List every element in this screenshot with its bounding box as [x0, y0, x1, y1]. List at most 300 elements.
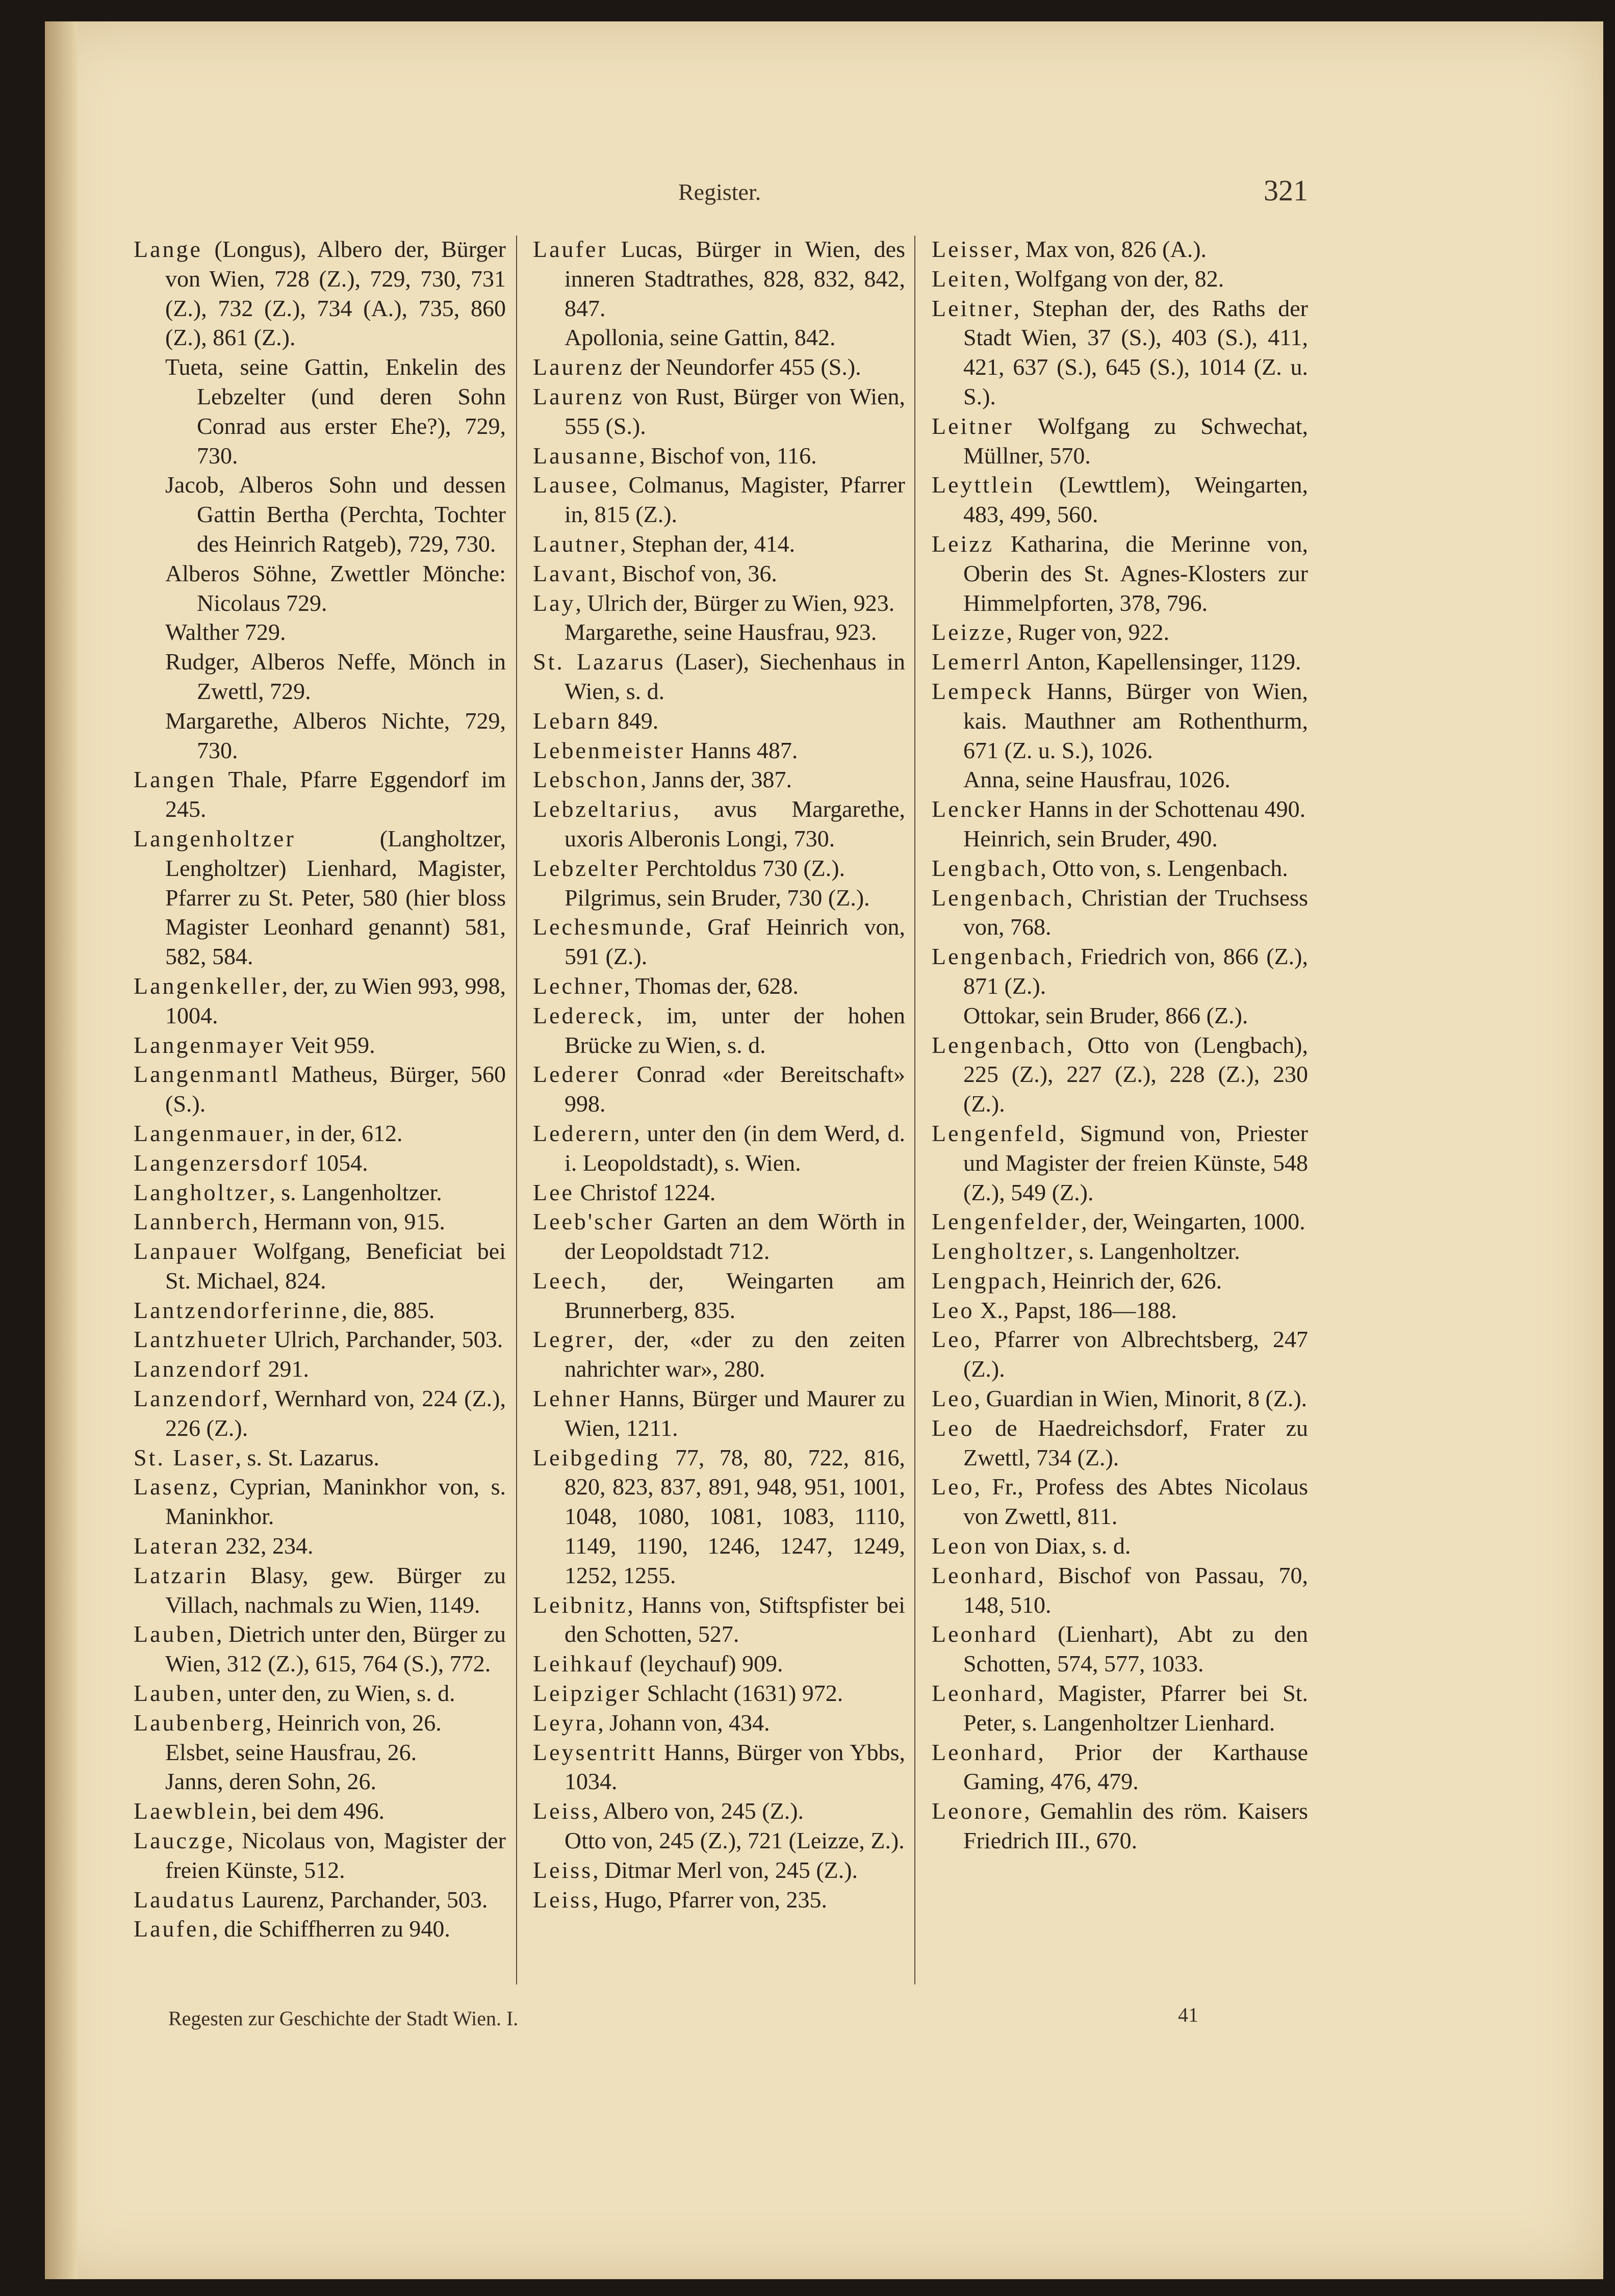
entry-headword: Lauczge [134, 1827, 227, 1854]
entry-headword: Leisser [932, 236, 1014, 262]
register-entry [134, 1030, 506, 1060]
register-entry [533, 1826, 905, 1855]
entry-text: Margarethe, Alberos Nichte, 729, 730. [165, 707, 506, 763]
entry-text: Katharina, die Merinne von, Oberin des St. Agnes-Klosters zur Himmelpforten, 378, 796. [963, 530, 1308, 616]
register-column-3 [932, 235, 1308, 1855]
entry-headword: Lederern [533, 1120, 634, 1146]
entry-text: , Sigmund von, Priester und Magister der freien Künste, 548 (Z.), 549 (Z.). [963, 1120, 1308, 1205]
entry-headword: Langenmauer [134, 1120, 285, 1146]
entry-headword: Leonhard [932, 1739, 1038, 1765]
register-entry [533, 736, 905, 765]
entry-text: (Lienhart), Abt zu den Schotten, 574, 577, 1033. [963, 1621, 1308, 1677]
register-entry [932, 794, 1308, 824]
entry-text: Hanns 487. [685, 737, 798, 763]
entry-text: , die Schiffherren zu 940. [212, 1916, 450, 1942]
register-entry [533, 1443, 905, 1590]
register-entry [932, 1796, 1308, 1855]
register-entry [932, 1531, 1308, 1561]
register-entry [134, 1561, 506, 1620]
page-header-title: Register. [678, 179, 761, 205]
entry-text: , in der, 612. [285, 1120, 403, 1146]
entry-text: , Heinrich von, 26. [265, 1709, 442, 1736]
register-entry [533, 323, 905, 352]
register-entry [533, 1679, 905, 1708]
entry-headword: Lengpach [932, 1267, 1041, 1294]
entry-headword: Leonhard [932, 1621, 1038, 1647]
entry-text: , der, Weingarten am Brunnerberg, 835. [565, 1267, 905, 1323]
register-entry [932, 470, 1308, 529]
entry-headword: Lengbach [932, 855, 1041, 881]
entry-text: , s. Langenholtzer. [269, 1179, 442, 1205]
register-entry [533, 1738, 905, 1797]
entry-headword: Leiten [932, 265, 1004, 292]
entry-headword: Lemerrl [932, 649, 1022, 675]
entry-headword: Langenzersdorf [134, 1149, 310, 1176]
entry-text: Blasy, gew. Bürger zu Villach, nachmals zu Wien, 1149. [165, 1562, 506, 1618]
entry-text: Schlacht (1631) 972. [641, 1680, 843, 1707]
entry-text: Lucas, Bürger in Wien, des inneren Stadtrathes, 828, 832, 842, 847. [565, 236, 905, 321]
entry-text: Pilgrimus, sein Bruder, 730 (Z.). [565, 884, 870, 911]
entry-text: , s. Langenholtzer. [1067, 1238, 1240, 1265]
entry-headword: Leo [932, 1297, 975, 1323]
entry-headword: Lautner [533, 530, 621, 557]
entry-text: , Ulrich der, Bürger zu Wien, 923. [575, 589, 895, 616]
entry-text: Anna, seine Hausfrau, 1026. [963, 766, 1231, 793]
entry-text: , Prior der Karthause Gaming, 476, 479. [963, 1739, 1308, 1795]
register-entry [134, 1443, 506, 1473]
register-entry [533, 1855, 905, 1885]
entry-headword: Legrer [533, 1326, 608, 1353]
register-entry [533, 854, 905, 883]
entry-text: Rudger, Alberos Neffe, Mönch in Zwettl, 729. [165, 649, 506, 704]
entry-text: , Janns der, 387. [640, 766, 792, 793]
entry-headword: Lateran [134, 1533, 220, 1559]
entry-text: , der, «der zu den zeiten nahrichter war», 280. [565, 1326, 905, 1382]
entry-headword: Lasenz [134, 1474, 213, 1500]
entry-text: Jacob, Alberos Sohn und dessen Gattin Bertha (Perchta, Tochter des Heinrich Ratgeb), 729, 730. [165, 472, 506, 557]
entry-text: Hanns, Bürger von Wien, kais. Mauthner am Rothenthurm, 671 (Z. u. S.), 1026. [963, 678, 1308, 763]
entry-headword: Lengenbach [932, 1031, 1067, 1058]
entry-text: Heinrich, sein Bruder, 490. [963, 825, 1218, 852]
entry-headword: Leonhard [932, 1562, 1038, 1588]
entry-headword: Lengenfeld [932, 1120, 1059, 1146]
register-entry [134, 824, 506, 971]
entry-headword: Laudatus [134, 1886, 236, 1913]
register-entry [932, 294, 1308, 411]
entry-text: Ottokar, sein Bruder, 866 (Z.). [963, 1002, 1248, 1028]
entry-headword: Leyra [533, 1709, 598, 1736]
register-entry [134, 1060, 506, 1119]
entry-text: Perchtoldus 730 (Z.). [639, 855, 845, 881]
entry-text: 1054. [309, 1149, 368, 1176]
entry-text: , Friedrich von, 866 (Z.), 871 (Z.). [963, 943, 1308, 999]
register-entry [533, 352, 905, 382]
register-entry [932, 1472, 1308, 1531]
register-entry [134, 1619, 506, 1679]
register-entry [533, 1060, 905, 1119]
entry-text: , Fr., Profess des Abtes Nicolaus von Zwettl, 811. [963, 1474, 1308, 1530]
entry-headword: Langen [134, 766, 216, 793]
register-entry [932, 235, 1308, 264]
register-entry [533, 470, 905, 529]
register-entry [932, 1119, 1308, 1207]
entry-text: 232, 234. [219, 1533, 314, 1559]
register-entry [134, 1236, 506, 1296]
entry-text: , Otto von (Lengbach), 225 (Z.), 227 (Z.), 228 (Z.), 230 (Z.). [963, 1031, 1308, 1117]
entry-text: , Colmanus, Magister, Pfarrer in, 815 (Z.). [565, 472, 905, 528]
entry-text: von Diax, s. d. [988, 1533, 1131, 1559]
entry-text: X., Papst, 186—188. [974, 1297, 1177, 1323]
register-entry [533, 912, 905, 971]
entry-headword: Ledereck [533, 1002, 637, 1028]
entry-text: Hanns, Bürger und Maurer zu Wien, 1211. [565, 1385, 905, 1441]
register-entry [134, 1119, 506, 1148]
entry-text: Matheus, Bürger, 560 (S.). [165, 1061, 506, 1117]
entry-text: Hanns, Bürger von Ybbs, 1034. [565, 1739, 905, 1795]
register-entry [134, 1738, 506, 1767]
entry-text: der Neundorfer 455 (S.). [624, 354, 861, 380]
entry-headword: Lanzendorf [134, 1356, 262, 1382]
register-entry [533, 1207, 905, 1266]
entry-headword: Lanpauer [134, 1238, 239, 1265]
entry-text: (Laser), Siechenhaus in Wien, s. d. [565, 649, 905, 704]
entry-headword: Laurenz [533, 383, 624, 409]
register-entry [134, 559, 506, 618]
register-entry [533, 794, 905, 854]
entry-text: , Graf Heinrich von, 591 (Z.). [565, 914, 905, 970]
register-entry [932, 529, 1308, 617]
entry-text: , Wernhard von, 224 (Z.), 226 (Z.). [165, 1385, 506, 1441]
entry-headword: Leo [932, 1326, 975, 1353]
register-entry [533, 441, 905, 471]
entry-text: , der, Weingarten, 1000. [1081, 1208, 1305, 1235]
entry-text: 291. [262, 1356, 309, 1382]
entry-text: , Bischof von, 116. [639, 442, 817, 469]
register-entry [932, 854, 1308, 883]
entry-headword: Lebzeltarius [533, 796, 674, 822]
entry-text: , unter den, zu Wien, s. d. [216, 1680, 455, 1707]
page-gutter [45, 21, 78, 2279]
entry-text: Thale, Pfarre Eggendorf im 245. [165, 766, 506, 822]
entry-text: , bei dem 496. [251, 1798, 385, 1824]
register-entry [932, 942, 1308, 1001]
register-entry [533, 1384, 905, 1443]
entry-headword: Leonore [932, 1798, 1024, 1824]
entry-headword: Lanzendorf [134, 1385, 262, 1412]
entry-text: (Langholtzer, Lengholtzer) Lienhard, Magister, Pfarrer zu St. Peter, 580 (hier bloss Magister Leonhard genannt) 581, 582, 584. [165, 825, 506, 970]
register-entry [134, 1796, 506, 1826]
register-entry [533, 647, 905, 706]
register-entry [533, 971, 905, 1001]
register-entry [533, 588, 905, 618]
register-entry [533, 1649, 905, 1679]
entry-text: , Stephan der, 414. [620, 530, 796, 557]
entry-text: , die, 885. [341, 1297, 435, 1323]
entry-headword: Lehner [533, 1385, 612, 1412]
entry-headword: Leiss [533, 1798, 593, 1824]
entry-headword: Lantzhueter [134, 1326, 268, 1353]
register-entry [533, 382, 905, 441]
register-entry [134, 971, 506, 1030]
register-entry [134, 1354, 506, 1384]
entry-headword: Lebschon [533, 766, 640, 793]
entry-headword: Lee [533, 1179, 574, 1205]
register-entry [533, 1885, 905, 1915]
entry-text: , Bischof von Passau, 70, 148, 510. [963, 1562, 1308, 1618]
entry-text: , Bischof von, 36. [610, 560, 777, 586]
entry-headword: Lange [134, 236, 202, 262]
register-entry [134, 352, 506, 470]
register-entry [134, 1384, 506, 1443]
entry-text: , Otto von, s. Lengenbach. [1040, 855, 1288, 881]
register-entry [533, 1708, 905, 1738]
entry-headword: Leibnitz [533, 1591, 628, 1618]
entry-text: Elsbet, seine Hausfrau, 26. [165, 1739, 417, 1765]
register-entry [134, 617, 506, 647]
entry-text: , Christian der Truchsess von, 768. [963, 884, 1308, 940]
entry-headword: Lebenmeister [533, 737, 685, 763]
entry-text: Conrad «der Bereitschaft» 998. [565, 1061, 905, 1117]
entry-text: , Dietrich unter den, Bürger zu Wien, 312 (Z.), 615, 764 (S.), 772. [165, 1621, 506, 1677]
register-entry [134, 1296, 506, 1325]
entry-headword: Leyttlein [932, 472, 1035, 498]
entry-text: , unter den (in dem Werd, d. i. Leopoldstadt), s. Wien. [565, 1120, 905, 1176]
entry-text: Veit 959. [285, 1031, 375, 1058]
entry-text: Alberos Söhne, Zwettler Mönche: Nicolaus 729. [165, 560, 506, 616]
entry-text: , Johann von, 434. [598, 1709, 770, 1736]
entry-text: , Gemahlin des röm. Kaisers Friedrich III., 670. [963, 1798, 1308, 1854]
entry-headword: Leeb'scher [533, 1208, 654, 1235]
register-entry [932, 1266, 1308, 1296]
entry-headword: Leiss [533, 1886, 593, 1913]
register-entry [134, 1472, 506, 1531]
entry-headword: Langenkeller [134, 972, 282, 999]
register-entry [932, 1325, 1308, 1384]
register-entry [134, 1207, 506, 1236]
entry-text: , Max von, 826 (A.). [1013, 236, 1207, 262]
entry-headword: Leitner [932, 295, 1014, 321]
register-entry [932, 1738, 1308, 1797]
register-entry [134, 647, 506, 706]
entry-headword: Leitner [932, 412, 1014, 439]
entry-text: Apollonia, seine Gattin, 842. [565, 324, 836, 351]
register-entry [932, 1679, 1308, 1738]
entry-text: Anton, Kapellensinger, 1129. [1021, 649, 1301, 675]
footer-signature-mark: 41 [1178, 2003, 1198, 2026]
register-entry [932, 1207, 1308, 1236]
entry-text: , Thomas der, 628. [624, 972, 799, 999]
entry-headword: Lengenbach [932, 943, 1067, 970]
entry-headword: Lausee [533, 472, 612, 498]
entry-headword: Leizz [932, 530, 994, 557]
register-entry [533, 1119, 905, 1178]
entry-text: , avus Margarethe, uxoris Alberonis Longi, 730. [565, 796, 905, 852]
entry-text: , im, unter der hohen Brücke zu Wien, s. d. [565, 1002, 905, 1058]
register-entry [533, 1590, 905, 1649]
entry-text: (Lewttlem), Weingarten, 483, 499, 560. [963, 472, 1308, 528]
entry-text: Janns, deren Sohn, 26. [165, 1768, 376, 1795]
entry-text: Wolfgang, Beneficiat bei St. Michael, 824. [165, 1238, 506, 1294]
entry-text: 849. [611, 707, 659, 734]
register-entry [932, 1001, 1308, 1030]
entry-headword: Leysentritt [533, 1739, 657, 1765]
register-entry [134, 1531, 506, 1561]
entry-text: (Longus), Albero der, Bürger von Wien, 728 (Z.), 729, 730, 731 (Z.), 732 (Z.), 734 (A.), 735, 860 (Z.), 861 (Z.). [165, 236, 506, 351]
register-entry [533, 706, 905, 736]
entry-text: , s. St. Lazarus. [235, 1444, 379, 1471]
entry-headword: Leipziger [533, 1680, 642, 1707]
register-entry [533, 559, 905, 588]
entry-headword: St. Lazarus [533, 649, 665, 675]
entry-headword: Lechner [533, 972, 624, 999]
register-entry [932, 264, 1308, 294]
register-entry [134, 1679, 506, 1708]
page-number: 321 [1264, 174, 1308, 207]
register-entry [134, 235, 506, 352]
entry-text: , Magister, Pfarrer bei St. Peter, s. Langenholtzer Lienhard. [963, 1680, 1308, 1736]
entry-headword: Langenmayer [134, 1031, 285, 1058]
entry-headword: Leihkauf [533, 1650, 634, 1677]
entry-text: 77, 78, 80, 722, 816, 820, 823, 837, 891, 948, 951, 1001, 1048, 1080, 1081, 1083, 1110, 1149, 1190, 1246, 1247, 1249, 1252, 1255. [565, 1444, 905, 1588]
entry-text: Margarethe, seine Hausfrau, 923. [565, 619, 877, 646]
register-entry [533, 1001, 905, 1060]
entry-headword: Langenmantl [134, 1061, 280, 1088]
entry-headword: Leech [533, 1267, 601, 1294]
entry-headword: Lengholtzer [932, 1238, 1068, 1265]
entry-headword: Lechesmunde [533, 914, 686, 940]
entry-headword: Leonhard [932, 1680, 1038, 1707]
entry-text: Wolfgang zu Schwechat, Müllner, 570. [963, 412, 1308, 469]
entry-headword: Laufer [533, 236, 608, 262]
entry-headword: Lantzendorferinne [134, 1297, 342, 1323]
entry-text: de Haedreichsdorf, Frater zu Zwettl, 734 (Z.). [963, 1414, 1308, 1471]
entry-headword: Leon [932, 1533, 988, 1559]
entry-headword: Lempeck [932, 678, 1034, 704]
entry-text: Tueta, seine Gattin, Enkelin des Lebzelter (und deren Sohn Conrad aus erster Ehe?), 729, 730. [165, 354, 506, 469]
register-entry [932, 1619, 1308, 1679]
entry-headword: Leizze [932, 619, 1007, 646]
register-entry [533, 235, 905, 323]
entry-headword: Laurenz [533, 354, 624, 380]
register-column-2 [533, 235, 905, 1914]
register-entry [134, 1914, 506, 1944]
column-rule [516, 236, 517, 1984]
entry-headword: Latzarin [134, 1562, 228, 1588]
entry-text: Otto von, 245 (Z.), 721 (Leizze, Z.). [565, 1827, 905, 1854]
entry-text: (leychauf) 909. [634, 1650, 783, 1677]
register-entry [932, 647, 1308, 677]
entry-headword: Leibgeding [533, 1444, 660, 1471]
entry-headword: Lencker [932, 796, 1023, 822]
register-entry [134, 1708, 506, 1738]
entry-headword: Lauben [134, 1621, 216, 1647]
entry-headword: Lausanne [533, 442, 639, 469]
register-entry [932, 1384, 1308, 1413]
register-entry [533, 765, 905, 794]
entry-headword: Laewblein [134, 1798, 251, 1824]
entry-headword: Lay [533, 589, 576, 616]
register-entry [134, 706, 506, 765]
entry-headword: Lavant [533, 560, 610, 586]
register-entry [134, 1826, 506, 1885]
register-entry [932, 411, 1308, 471]
entry-text: Hanns in der Schottenau 490. [1022, 796, 1306, 822]
register-column-1 [134, 235, 506, 1944]
entry-headword: Leo [932, 1385, 975, 1412]
register-entry [134, 1885, 506, 1915]
entry-headword: Leiss [533, 1856, 593, 1883]
register-entry [134, 1148, 506, 1178]
register-entry [134, 1767, 506, 1796]
entry-text: , Wolfgang von der, 82. [1004, 265, 1224, 292]
entry-headword: Lebzelter [533, 855, 640, 881]
entry-text: , der, zu Wien 993, 998, 1004. [165, 972, 506, 1028]
footer-source-line: Regesten zur Geschichte der Stadt Wien. I. [168, 2007, 519, 2030]
entry-text: , Cyprian, Maninkhor von, s. Maninkhor. [165, 1474, 506, 1530]
entry-text: Ulrich, Parchander, 503. [268, 1326, 503, 1353]
entry-text: , Guardian in Wien, Minorit, 8 (Z.). [974, 1385, 1308, 1412]
entry-headword: Lengenbach [932, 884, 1067, 911]
register-entry [932, 883, 1308, 942]
register-entry [134, 470, 506, 558]
entry-headword: Langenholtzer [134, 825, 296, 852]
entry-text: Christof 1224. [574, 1179, 716, 1205]
entry-headword: Laufen [134, 1916, 213, 1942]
register-entry [533, 1796, 905, 1826]
entry-text: , Nicolaus von, Magister der freien Künste, 512. [165, 1827, 506, 1883]
register-entry [134, 1178, 506, 1207]
entry-headword: Lebarn [533, 707, 612, 734]
register-entry [932, 1296, 1308, 1325]
register-entry [932, 824, 1308, 854]
entry-headword: St. Laser [134, 1444, 236, 1471]
register-entry [533, 1178, 905, 1207]
register-entry [533, 1266, 905, 1325]
register-entry [533, 1325, 905, 1384]
register-entry [932, 765, 1308, 794]
column-rule [914, 236, 915, 1984]
entry-text: , Hermann von, 915. [252, 1208, 445, 1235]
entry-text: , Albero von, 245 (Z.). [593, 1798, 804, 1824]
entry-text: von Rust, Bürger von Wien, 555 (S.). [565, 383, 905, 439]
entry-headword: Lederer [533, 1061, 620, 1088]
register-entry [932, 677, 1308, 765]
entry-text: , Pfarrer von Albrechtsberg, 247 (Z.). [963, 1326, 1308, 1382]
entry-text: Laurenz, Parchander, 503. [236, 1886, 488, 1913]
entry-headword: Langholtzer [134, 1179, 270, 1205]
register-entry [932, 1413, 1308, 1473]
entry-text: , Ruger von, 922. [1006, 619, 1169, 646]
entry-headword: Laubenberg [134, 1709, 266, 1736]
entry-headword: Lannberch [134, 1208, 252, 1235]
register-entry [134, 1325, 506, 1354]
entry-headword: Lengenfelder [932, 1208, 1082, 1235]
entry-text: , Hanns von, Stiftspfister bei den Schotten, 527. [565, 1591, 905, 1647]
entry-headword: Leo [932, 1414, 975, 1441]
register-entry [932, 617, 1308, 647]
register-entry [932, 1030, 1308, 1119]
register-entry [932, 1561, 1308, 1620]
entry-text: Garten an dem Wörth in der Leopoldstadt 712. [565, 1208, 905, 1265]
register-entry [533, 883, 905, 913]
entry-text: , Ditmar Merl von, 245 (Z.). [593, 1856, 858, 1883]
register-entry [932, 1236, 1308, 1266]
entry-text: , Stephan der, des Raths der Stadt Wien, 37 (S.), 403 (S.), 411, 421, 637 (S.), 645 (S.), 1014 (Z. u. S.). [963, 295, 1308, 409]
entry-headword: Lauben [134, 1680, 216, 1707]
register-entry [134, 765, 506, 824]
entry-headword: Leo [932, 1474, 975, 1500]
entry-text: , Hugo, Pfarrer von, 235. [593, 1886, 828, 1913]
